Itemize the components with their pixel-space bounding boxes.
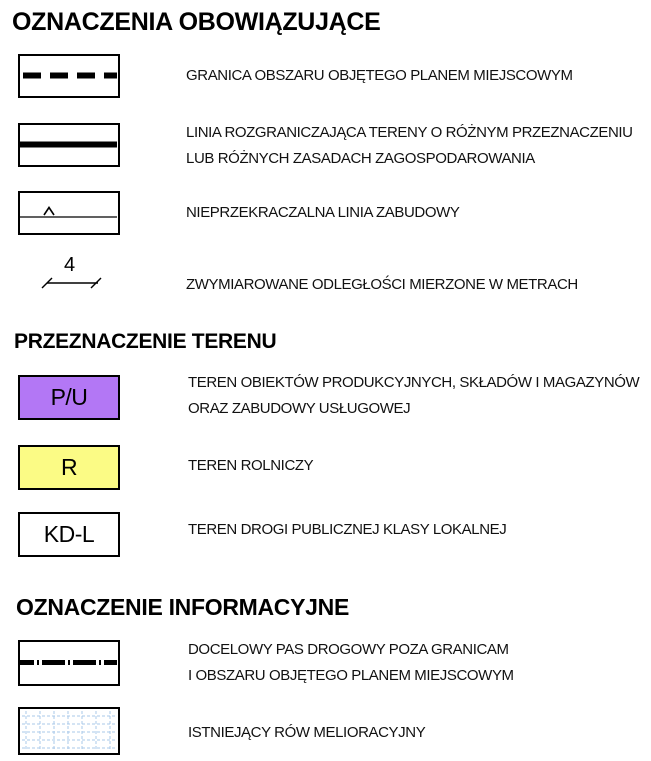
plan-boundary-symbol [18,54,120,98]
kdl-zone-code: KD-L [43,521,95,547]
r-zone-description: TEREN ROLNICZY [188,457,314,474]
plan-boundary-description: GRANICA OBSZARU OBJĘTEGO PLANEM MIEJSCOWYM [186,67,573,84]
drainage-ditch-symbol [18,707,120,755]
demarcation-line-description: LINIA ROZGRANICZAJĄCA TERENY O RÓŻNYM PRZEZNACZENIU LUB RÓŻNYCH ZASADACH ZAGOSPODAROWANIA [186,124,633,167]
kdl-zone-description: TEREN DROGI PUBLICZNEJ KLASY LOKALNEJ [188,521,507,538]
r-zone-code: R [60,454,78,480]
dimension-description: ZWYMIAROWANE ODLEGŁOŚCI MIERZONE W METRACH [186,276,578,293]
road-lane-symbol [18,640,120,686]
section-title-binding: OZNACZENIA OBOWIĄZUJĄCE [12,8,381,36]
building-line-description: NIEPRZEKRACZALNA LINIA ZABUDOWY [186,204,460,221]
demarcation-line-symbol [18,123,120,167]
building-line-symbol [18,191,120,235]
drainage-ditch-description: ISTNIEJĄCY RÓW MELIORACYJNY [188,724,426,741]
road-lane-description: DOCELOWY PAS DROGOWY POZA GRANICAM I OBSZARU OBJĘTEGO PLANEM MIEJSCOWYM [188,641,514,684]
section-title-informational: OZNACZENIE INFORMACYJNE [16,594,350,620]
dimension-value: 4 [64,254,76,276]
section-title-land-use: PRZEZNACZENIE TERENU [14,330,277,353]
pu-zone-description: TEREN OBIEKTÓW PRODUKCYJNYCH, SKŁADÓW I MAGAZYNÓW ORAZ ZABUDOWY USŁUGOWEJ [188,374,640,417]
r-zone-symbol [18,445,120,490]
kdl-zone-symbol [18,512,120,557]
pu-zone-code: P/U [50,384,88,410]
pu-zone-symbol [18,375,120,420]
dimension-symbol [40,254,104,294]
